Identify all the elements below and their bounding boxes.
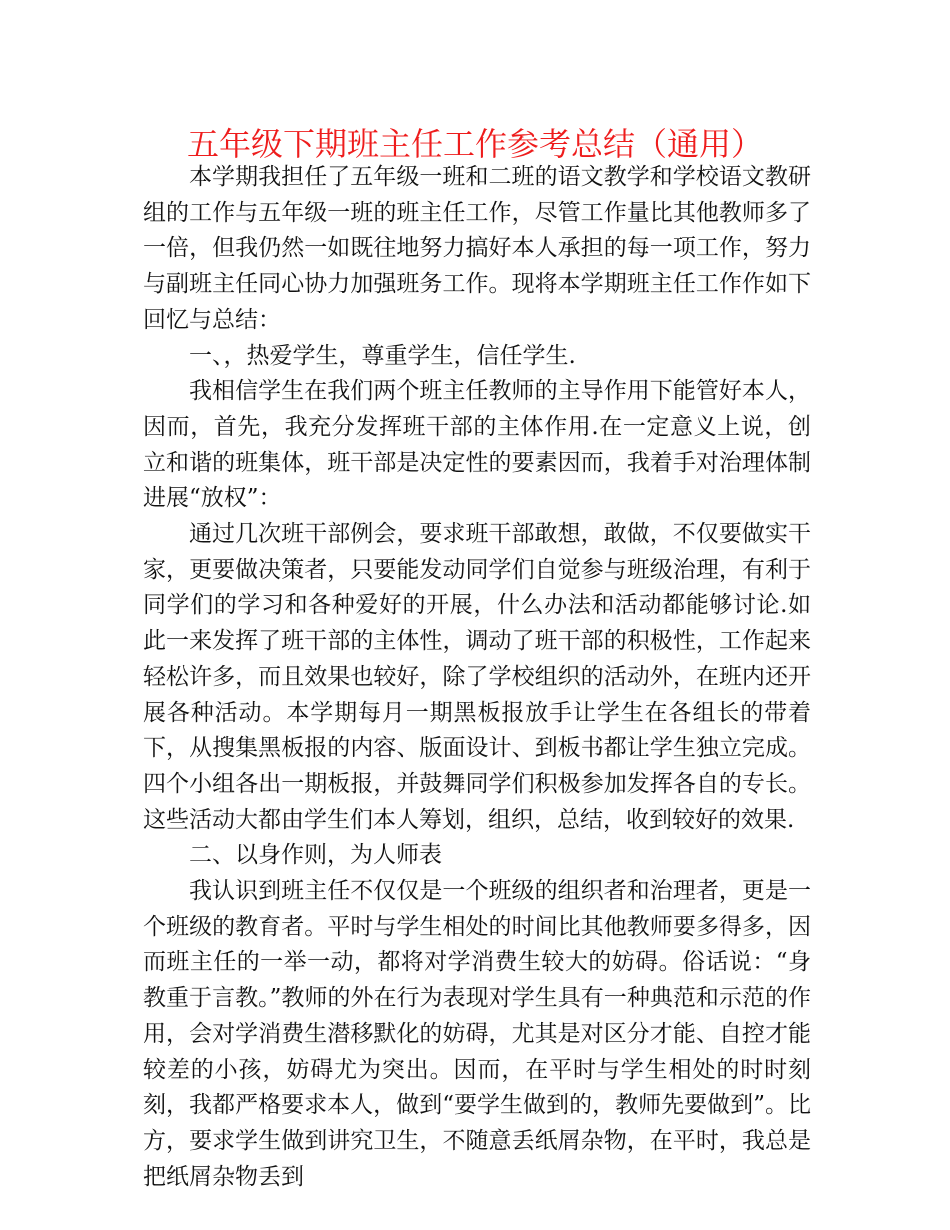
section-heading-1: 一、，热爱学生，尊重学生，信任学生. — [189, 342, 576, 369]
paragraph: 我认识到班主任不仅仅是一个班级的组织者和治理者，更是一个班级的教育者。平时与学生相处的时间比其他教师要多得多，因而班主任的一举一动，都将对学消费生较大的妨碍。俗话说：“身教重于言教。”教师的外在行为表现对学生具有一种典范和示范的作用，会对学消费生潜移默化的妨碍，尤其是对区分才能、自控才能较差的小孩，妨碍尤为突出。因而，在平时与学生相处的时时刻刻，我都严格要求本人，做到“要学生做到的，教师先要做到”。比方，要求学生做到讲究卫生，不随意丢纸屑杂物，在平时，我总是把纸屑杂物丢到 — [143, 878, 811, 1190]
document-title: 五年级下期班主任工作参考总结（通用） — [186, 125, 763, 163]
paragraph: 我相信学生在我们两个班主任教师的主导作用下能管好本人，因而，首先，我充分发挥班干部的主体作用.在一定意义上说，创立和谐的班集体，班干部是决定性的要素因而，我着手对治理体制进展“放权”： — [143, 378, 811, 512]
paragraph: 通过几次班干部例会，要求班干部敢想，敢做，不仅要做实干家，更要做决策者，只要能发动同学们自觉参与班级治理，有利于同学们的学习和各种爱好的开展，什么办法和活动都能够讨论.如此一来发挥了班干部的主体性，调动了班干部的积极性，工作起来轻松许多，而且效果也较好，除了学校组织的活动外，在班内还开展各种活动。本学期每月一期黑板报放手让学生在各组长的带着下，从搜集黑板报的内容、版面设计、到板书都让学生独立完成。四个小组各出一期板报，并鼓舞同学们积极参加发挥各自的专长。这些活动大都由学生们本人筹划，组织，总结，收到较好的效果. — [143, 521, 811, 833]
paragraph-intro: 本学期我担任了五年级一班和二班的语文教学和学校语文教研组的工作与五年级一班的班主任工作，尽管工作量比其他教师多了一倍，但我仍然一如既往地努力搞好本人承担的每一项工作，努力与副班主任同心协力加强班务工作。现将本学期班主任工作作如下回忆与总结： — [143, 164, 811, 333]
document-body — [143, 160, 811, 1195]
section-heading-2: 二、以身作则，为人师表 — [189, 842, 442, 869]
